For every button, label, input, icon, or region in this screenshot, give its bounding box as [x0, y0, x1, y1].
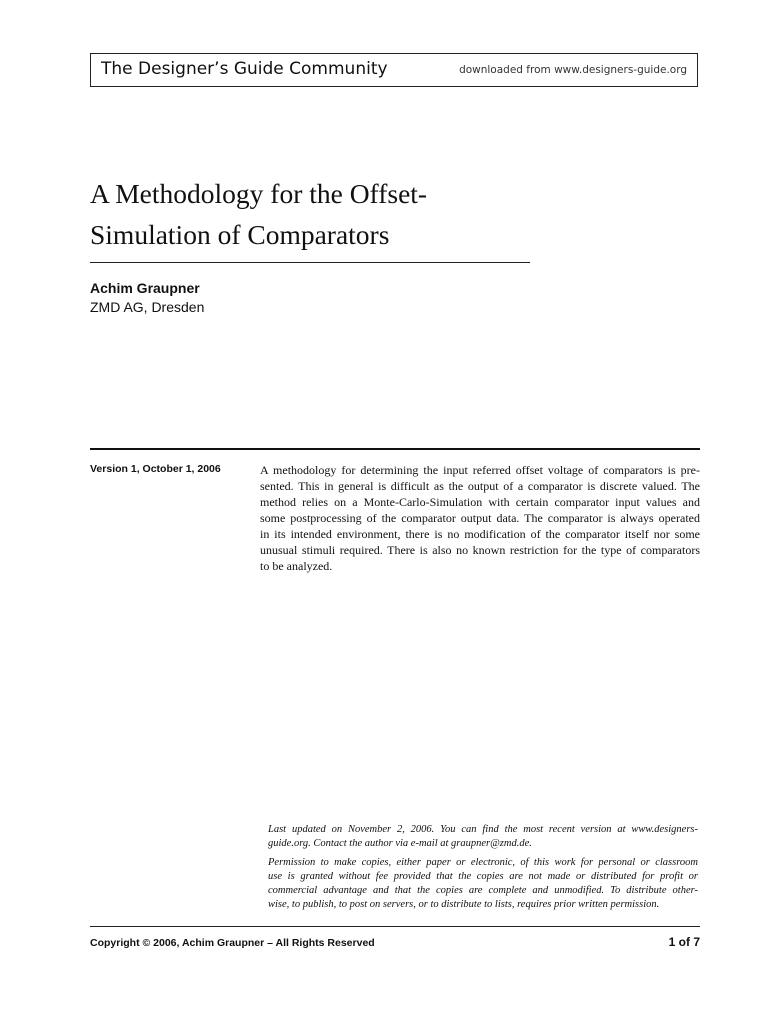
author-affiliation: ZMD AG, Dresden	[90, 299, 205, 315]
version-label: Version 1, October 1, 2006	[90, 463, 221, 475]
page-number: 1 of 7	[668, 935, 700, 949]
abstract	[260, 462, 700, 574]
abstract-line: to be analyzed.	[260, 559, 333, 573]
abstract-line: sented. This in general is difficult as the output of a comparator is discrete valued. The	[260, 479, 700, 493]
abstract-divider	[90, 448, 700, 450]
note-line: guide.org. Contact the author via e-mail at graupner@zmd.de.	[268, 838, 532, 849]
note-line: use is granted without fee provided that the copies are not made or distributed for profit or	[268, 871, 698, 882]
title-line-2: Simulation of Comparators	[90, 219, 390, 250]
note-line: Last updated on November 2, 2006. You can find the most recent version at www.designers-	[268, 824, 698, 835]
note-line: wise, to publish, to post on servers, or to distribute to lists, requires prior written permission.	[268, 899, 660, 910]
note-line: commercial advantage and that the copies are complete and unmodified. To distribute other-	[268, 885, 698, 896]
abstract-line: in its intended environment, there is no modification of the comparator itself nor some	[260, 527, 700, 541]
site-banner	[90, 53, 698, 87]
footer-divider	[90, 926, 700, 927]
abstract-line: some postprocessing of the comparator output data. The comparator is always operated	[260, 511, 700, 525]
title-line-1: A Methodology for the Offset-	[90, 178, 428, 209]
permission-note	[268, 856, 698, 912]
author-name: Achim Graupner	[90, 280, 200, 296]
document-notes	[268, 823, 698, 912]
last-updated-note	[268, 823, 698, 851]
banner-download-note: downloaded from www.designers-guide.org	[459, 64, 687, 76]
abstract-line: unusual stimuli required. There is also no known restriction for the type of comparators	[260, 543, 700, 557]
note-line: Permission to make copies, either paper or electronic, of this work for personal or classroom	[268, 857, 698, 868]
paper-title	[90, 173, 530, 255]
abstract-line: A methodology for determining the input referred offset voltage of comparators is pre-	[260, 463, 700, 477]
banner-site-title: The Designer’s Guide Community	[101, 59, 388, 79]
title-divider	[90, 262, 530, 263]
abstract-line: method relies on a Monte-Carlo-Simulation with certain comparator input values and	[260, 495, 700, 509]
copyright-notice: Copyright © 2006, Achim Graupner – All Rights Reserved	[90, 937, 375, 949]
